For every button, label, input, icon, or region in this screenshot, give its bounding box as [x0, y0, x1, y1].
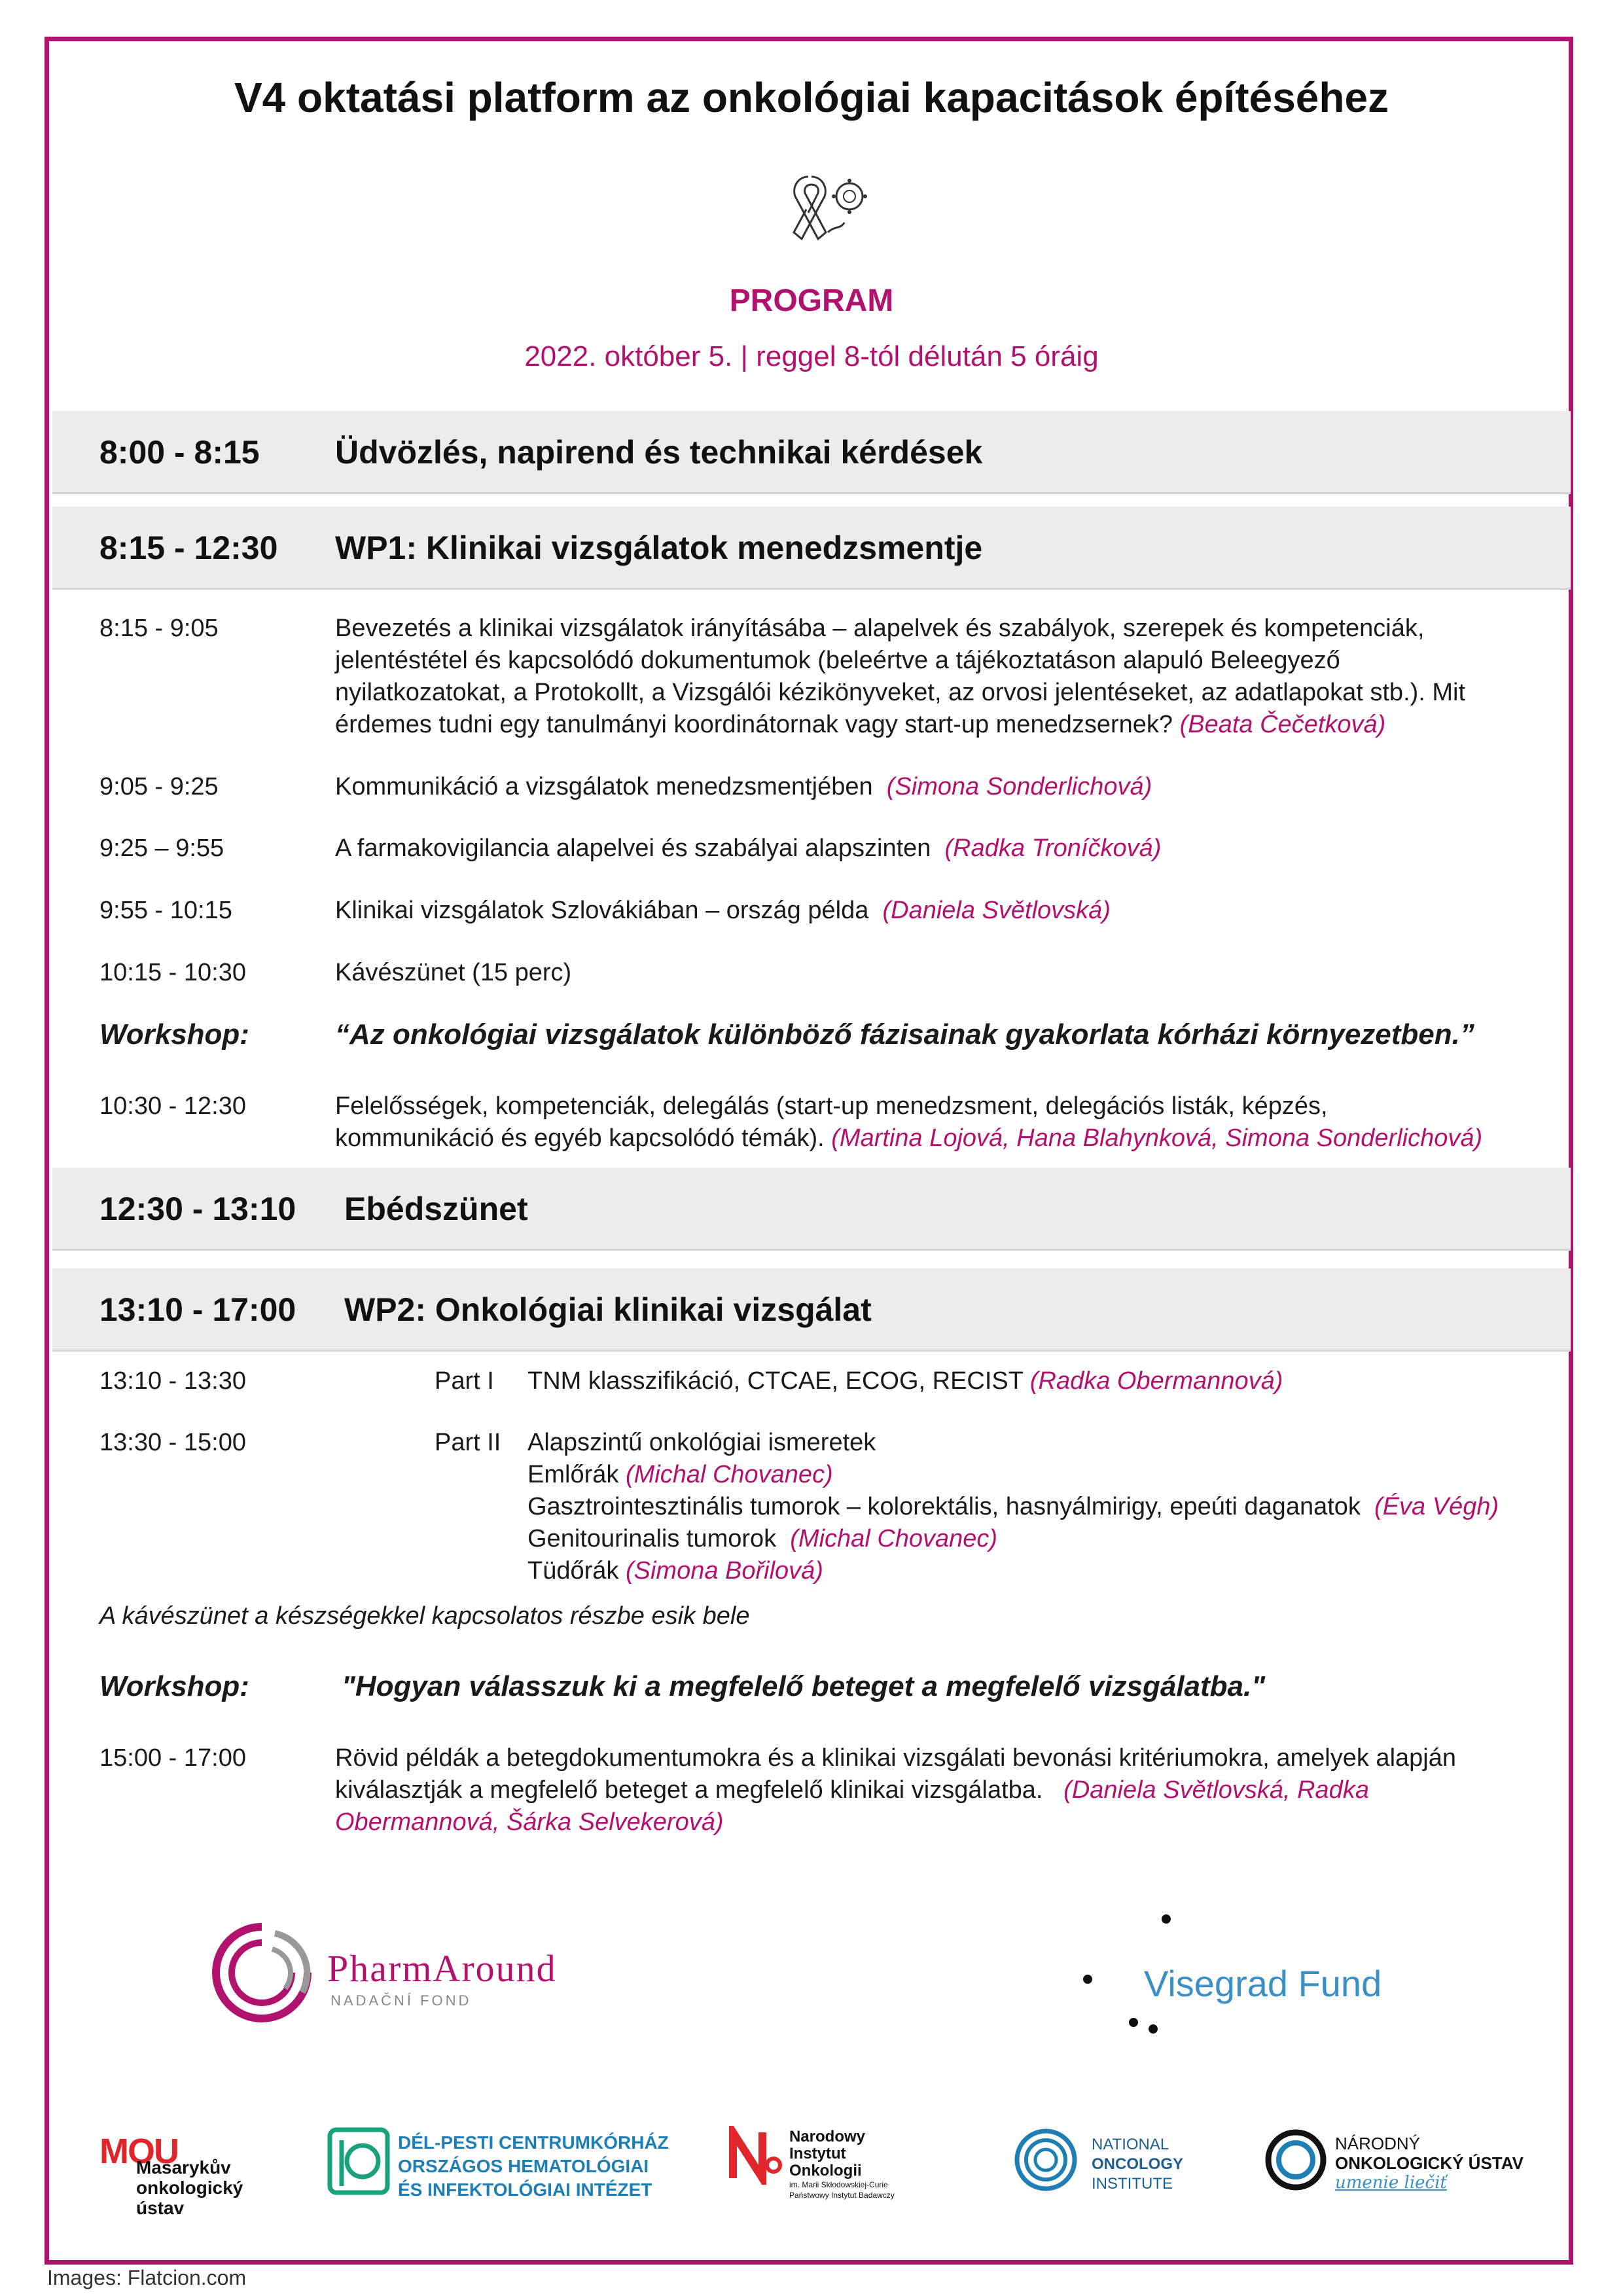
session-time: 8:15 - 12:30 — [99, 529, 278, 566]
pharmaround-logo-icon — [209, 1920, 314, 2025]
speaker-name: (Daniela Světlovská) — [882, 897, 1111, 924]
nio-line: Onkologii — [789, 2162, 862, 2179]
workshop-label: Workshop: — [99, 1670, 249, 1702]
agenda-description — [335, 1090, 1539, 1155]
agenda-text: TNM klasszifikáció, CTCAE, ECOG, RECIST — [527, 1367, 1024, 1395]
agenda-description — [527, 1427, 1575, 1587]
pharmaround-subtitle: NADAČNÍ FOND — [330, 1992, 472, 2009]
mou-logo-text — [136, 2157, 243, 2218]
nou-line: NÁRODNÝ — [1335, 2134, 1421, 2153]
nio-line: im. Marii Skłodowskiej-Curie — [789, 2180, 888, 2189]
part-label: Part II — [435, 1429, 501, 1456]
speaker-name: (Martina Lojová, Hana Blahynková, Simona Sonderlichová) — [831, 1124, 1483, 1152]
session-band — [52, 1268, 1571, 1352]
workshop-label: Workshop: — [99, 1018, 249, 1050]
agenda-time: 10:15 - 10:30 — [99, 959, 246, 986]
agenda-description — [335, 613, 1539, 741]
session-title: WP2: Onkológiai klinikai vizsgálat — [344, 1291, 872, 1328]
agenda-time: 9:05 - 9:25 — [99, 773, 219, 800]
session-title: Ebédszünet — [344, 1191, 528, 1227]
del-pesti-logo-text — [398, 2131, 669, 2202]
agenda-text-line: Rövid példák a betegdokumentumokra és a klinikai vizsgálati bevonási kritériumokra, amelyek alapján — [335, 1744, 1456, 1772]
session-time: 8:00 - 8:15 — [99, 434, 260, 471]
agenda-time: 8:15 - 9:05 — [99, 615, 219, 642]
noi-line: INSTITUTE — [1092, 2175, 1173, 2193]
agenda-text: kommunikáció és egyéb kapcsolódó témák). — [335, 1124, 825, 1152]
speaker-name: (Michal Chovanec) — [625, 1461, 833, 1488]
session-title: Üdvözlés, napirend és technikai kérdések — [335, 434, 983, 471]
agenda-text-line — [335, 1774, 1539, 1806]
agenda-time: 9:55 - 10:15 — [99, 897, 232, 924]
del-pesti-line: ÉS INFEKTOLÓGIAI INTÉZET — [398, 2179, 652, 2200]
agenda-description — [335, 895, 1539, 927]
noi-line: NATIONAL — [1092, 2136, 1169, 2153]
nio-line: Narodowy — [789, 2128, 866, 2145]
agenda-text-line: Alapszintű onkológiai ismeretek — [527, 1429, 876, 1456]
coffee-break-note: A kávészünet a készségekkel kapcsolatos részbe esik bele — [99, 1602, 750, 1630]
mou-line: ústav — [136, 2198, 185, 2218]
agenda-text-line: Felelősségek, kompetenciák, delegálás (start-up menedzsment, delegációs listák, képzés, — [335, 1092, 1328, 1120]
speaker-name: (Michal Chovanec) — [790, 1525, 998, 1552]
del-pesti-line: ORSZÁGOS HEMATOLÓGIAI — [398, 2156, 649, 2176]
agenda-time: 13:10 - 13:30 — [99, 1367, 246, 1395]
mou-logo-mark: MOU — [99, 2132, 178, 2171]
agenda-text: kiválasztják a megfelelő beteget a megfelelő klinikai vizsgálatba. — [335, 1776, 1043, 1804]
workshop-title: “Az onkológiai vizsgálatok különböző fázisainak gyakorlata kórházi környezetben.” — [335, 1018, 1474, 1050]
mou-line: onkologický — [136, 2178, 243, 2198]
session-time: 13:10 - 17:00 — [99, 1291, 296, 1328]
agenda-time: 13:30 - 15:00 — [99, 1429, 246, 1456]
del-pesti-line: DÉL-PESTI CENTRUMKÓRHÁZ — [398, 2132, 669, 2153]
agenda-time: 10:30 - 12:30 — [99, 1092, 246, 1120]
agenda-text-line — [527, 1555, 1575, 1587]
agenda-description — [335, 771, 1539, 803]
speaker-name: (Éva Végh) — [1374, 1493, 1499, 1520]
speaker-name: (Radka Obermannová) — [1029, 1367, 1283, 1395]
page-title: V4 oktatási platform az onkológiai kapacitások építéséhez — [234, 74, 1389, 121]
nou-logo-icon — [1263, 2127, 1329, 2193]
agenda-text: Genitourinalis tumorok — [527, 1525, 777, 1552]
agenda-text-line — [527, 1491, 1575, 1523]
agenda-description: Kávészünet (15 perc) — [335, 959, 572, 986]
speaker-name: (Radka Troníčková) — [944, 834, 1162, 862]
noi-logo-text — [1092, 2135, 1183, 2194]
workshop-title: "Hogyan válasszuk ki a megfelelő beteget a megfelelő vizsgálatba." — [342, 1670, 1266, 1702]
nio-line: Instytut — [789, 2145, 846, 2162]
image-credit: Images: Flatcion.com — [47, 2266, 247, 2289]
agenda-text: Tüdőrák — [527, 1557, 619, 1585]
agenda-time: 15:00 - 17:00 — [99, 1744, 246, 1772]
program-date: 2022. október 5. | reggel 8-tól délután 5 óráig — [524, 340, 1099, 372]
speaker-name: (Simona Bořilová) — [625, 1557, 823, 1585]
agenda-description — [335, 833, 1539, 865]
noi-line: ONCOLOGY — [1092, 2155, 1184, 2173]
program-heading: PROGRAM — [729, 283, 894, 318]
nio-logo-text — [789, 2128, 895, 2200]
session-title: WP1: Klinikai vizsgálatok menedzsmentje — [335, 529, 983, 566]
del-pesti-logo-icon — [327, 2127, 390, 2195]
session-time: 12:30 - 13:10 — [99, 1191, 296, 1227]
nou-line: ONKOLOGICKÝ ÚSTAV — [1335, 2153, 1524, 2173]
agenda-time: 9:25 – 9:55 — [99, 834, 224, 862]
agenda-description — [527, 1365, 1575, 1397]
agenda-text: érdemes tudni egy tanulmányi koordinátornak vagy start-up menedzsernek? — [335, 711, 1173, 738]
agenda-text-line: jelentéstétel és kapcsolódó dokumentumok (beleértve a tájékoztatáson alapuló Beleegyező — [335, 647, 1340, 674]
nio-line: Państwowy Instytut Badawczy — [789, 2191, 895, 2200]
agenda-text-line: Bevezetés a klinikai vizsgálatok irányításába – alapelvek és szabályok, szerepek és kompetenciák, — [335, 615, 1425, 642]
speaker-name: (Daniela Světlovská, Radka — [1063, 1776, 1369, 1804]
pharmaround-name: PharmAround — [327, 1947, 557, 1990]
agenda-text: Klinikai vizsgálatok Szlovákiában – ország példa — [335, 897, 869, 924]
agenda-text-line — [527, 1459, 1575, 1491]
speaker-name: (Beata Čečetková) — [1179, 711, 1386, 738]
visegrad-fund-name: Visegrad Fund — [1144, 1963, 1382, 2004]
nou-line: umenie liečiť — [1335, 2173, 1447, 2193]
agenda-text-line: nyilatkozatokat, a Protokollt, a Vizsgálói kézikönyveket, az orvosi jelentéseket, az adatlapokat stb.). Mit — [335, 679, 1466, 706]
agenda-text: Gasztrointesztinális tumorok – kolorektális, hasnyálmirigy, epeúti daganatok — [527, 1493, 1361, 1520]
session-band — [52, 1168, 1571, 1251]
nou-logo-text — [1335, 2134, 1524, 2193]
speaker-name: (Simona Sonderlichová) — [886, 773, 1152, 800]
speaker-name: Obermannová, Šárka Selvekerová) — [335, 1808, 724, 1836]
awareness-ribbon-icon — [772, 164, 877, 255]
agenda-text: Emlőrák — [527, 1461, 619, 1488]
agenda-text: A farmakovigilancia alapelvei és szabályai alapszinten — [335, 834, 931, 862]
agenda-text: Kommunikáció a vizsgálatok menedzsmentjében — [335, 773, 873, 800]
agenda-text-line — [335, 1122, 1539, 1155]
session-band — [52, 507, 1571, 590]
noi-logo-icon — [1013, 2127, 1085, 2193]
agenda-text-line — [527, 1523, 1575, 1555]
part-label: Part I — [435, 1367, 494, 1395]
mou-line: Masarykův — [136, 2157, 231, 2178]
nio-logo-icon — [726, 2126, 785, 2185]
agenda-text-line — [335, 709, 1539, 741]
session-band — [52, 411, 1571, 494]
agenda-description — [335, 1742, 1539, 1839]
